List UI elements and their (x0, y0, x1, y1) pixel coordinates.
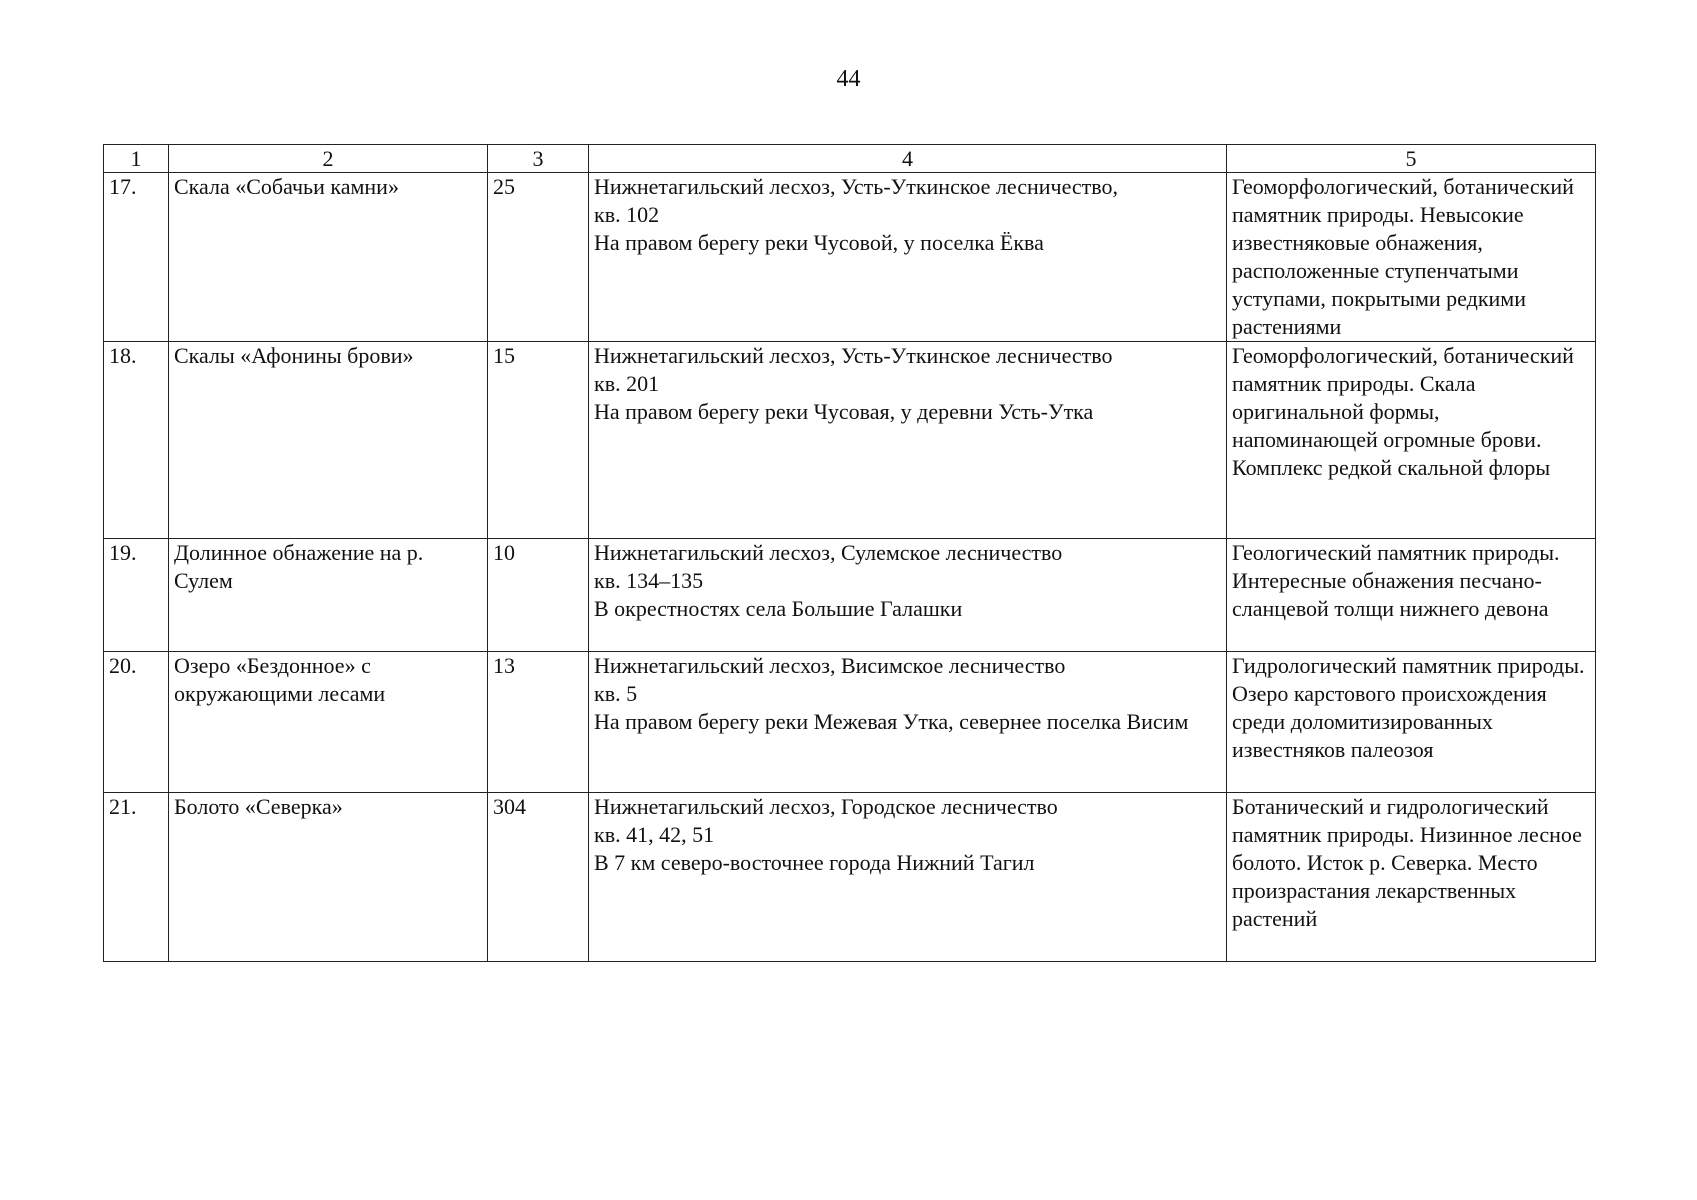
location-cell (589, 173, 1227, 342)
location-line: кв. 5 (594, 681, 638, 706)
area-cell: 25 (488, 173, 589, 342)
description-cell (1227, 342, 1596, 539)
row-number-cell: 17. (104, 173, 169, 342)
location-line: На правом берегу реки Чусовой, у поселка Ёква (594, 230, 1044, 255)
location-line: На правом берегу реки Чусовая, у деревни Усть-Утка (594, 399, 1094, 424)
column-header-5: 5 (1227, 145, 1596, 173)
description-cell (1227, 173, 1596, 342)
description-cell (1227, 793, 1596, 962)
description-text: Ботанический и гидрологический памятник природы. Низинное лесное болото. Исток р. Северка. Место произрастания лекарственных растений (1232, 794, 1582, 931)
column-header-4: 4 (589, 145, 1227, 173)
location-cell (589, 652, 1227, 793)
column-header-2: 2 (169, 145, 488, 173)
object-name-cell: Озеро «Бездонное» с окружающими лесами (169, 652, 488, 793)
description-text: Гидрологический памятник природы. Озеро карстового происхождения среди доломитизированных известняков палеозоя (1232, 653, 1585, 762)
location-line: кв. 41, 42, 51 (594, 822, 715, 847)
table-row (104, 539, 1596, 652)
description-text: Геоморфологический, ботанический памятник природы. Скала оригинальной формы, напоминающей огромные брови. (1232, 343, 1574, 452)
table-row (104, 342, 1596, 539)
area-cell: 304 (488, 793, 589, 962)
location-line: Нижнетагильский лесхоз, Усть-Уткинское лесничество, (594, 174, 1119, 199)
area-cell: 10 (488, 539, 589, 652)
description-cell (1227, 539, 1596, 652)
table-row (104, 173, 1596, 342)
location-line: кв. 134–135 (594, 568, 704, 593)
location-line: Нижнетагильский лесхоз, Сулемское лесничество (594, 540, 1063, 565)
table-row (104, 793, 1596, 962)
column-header-3: 3 (488, 145, 589, 173)
location-cell (589, 793, 1227, 962)
row-number-cell: 18. (104, 342, 169, 539)
row-number-cell: 19. (104, 539, 169, 652)
description-text: Геоморфологический, ботанический памятник природы. Невысокие известняковые обнажения, расположенные ступенчатыми уступами, покрытыми редкими растениями (1232, 174, 1574, 339)
object-name-cell: Долинное обнажение на р. Сулем (169, 539, 488, 652)
location-line: кв. 201 (594, 371, 660, 396)
location-line: Нижнетагильский лесхоз, Городское лесничество (594, 794, 1058, 819)
row-number-cell: 20. (104, 652, 169, 793)
location-line: кв. 102 (594, 202, 660, 227)
description-text: Комплекс редкой скальной флоры (1232, 455, 1551, 480)
location-line: В 7 км северо-восточнее города Нижний Тагил (594, 850, 1035, 875)
area-cell: 13 (488, 652, 589, 793)
location-line: Нижнетагильский лесхоз, Висимское лесничество (594, 653, 1066, 678)
location-line: На правом берегу реки Межевая Утка, севернее поселка Висим (594, 709, 1189, 734)
natural-monuments-table (103, 144, 1596, 962)
area-cell: 15 (488, 342, 589, 539)
location-cell (589, 539, 1227, 652)
location-line: В окрестностях села Большие Галашки (594, 596, 963, 621)
description-text: Геологический памятник природы. Интересные обнажения песчано-сланцевой толщи нижнего девона (1232, 540, 1560, 621)
page-number: 44 (836, 66, 861, 92)
object-name-cell: Скала «Собачьи камни» (169, 173, 488, 342)
column-header-1: 1 (104, 145, 169, 173)
table-row (104, 652, 1596, 793)
object-name-cell: Болото «Северка» (169, 793, 488, 962)
location-cell (589, 342, 1227, 539)
description-cell (1227, 652, 1596, 793)
row-number-cell: 21. (104, 793, 169, 962)
location-line: Нижнетагильский лесхоз, Усть-Уткинское лесничество (594, 343, 1113, 368)
header-row (104, 145, 1596, 173)
object-name-cell: Скалы «Афонины брови» (169, 342, 488, 539)
